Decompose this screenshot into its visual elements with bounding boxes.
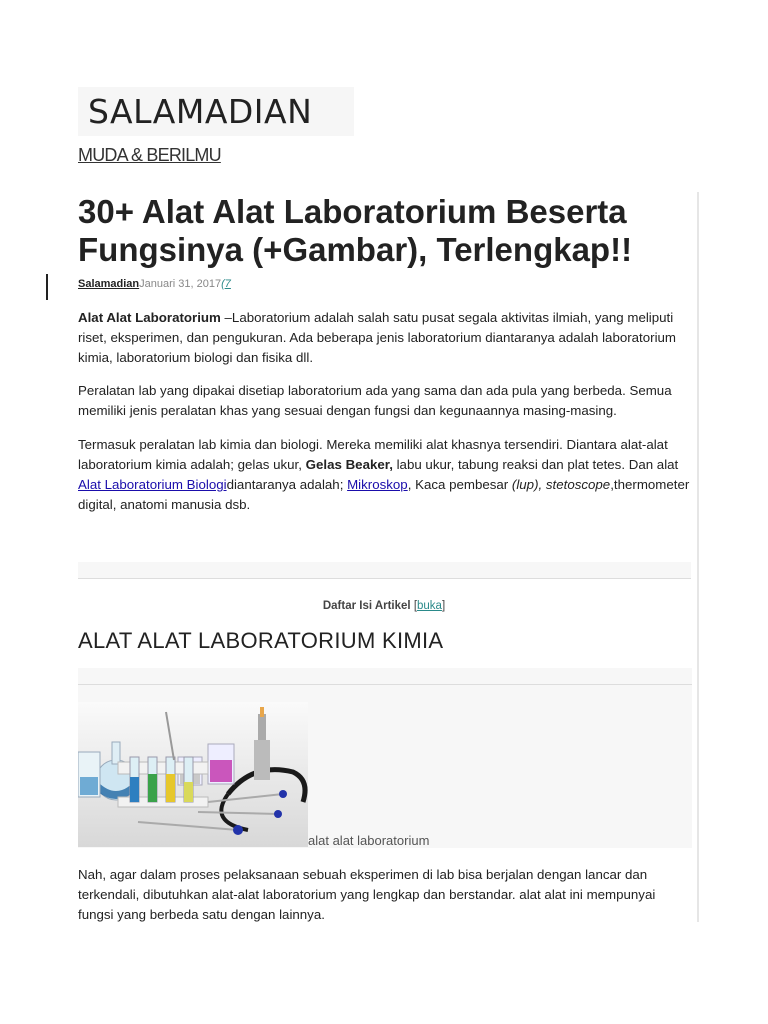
divider (78, 578, 691, 579)
gelas-beaker-bold: Gelas Beaker, (305, 457, 393, 472)
biologi-link[interactable]: Alat Laboratorium Biologi (78, 477, 227, 492)
site-logo[interactable] (78, 87, 354, 136)
intro-bold-term: Alat Alat Laboratorium (78, 310, 221, 325)
p3-italic: (lup), stetoscope (511, 477, 611, 492)
post-date: Januari 31, 2017 (139, 278, 222, 290)
section-heading: ALAT ALAT LABORATORIUM KIMIA (78, 628, 444, 653)
figure-caption: alat alat laboratorium (308, 833, 430, 848)
site-logo-text: SALAMADIAN (88, 92, 313, 131)
article-meta (78, 278, 231, 290)
p3-text-a: Termasuk peralatan lab kimia dan biologi. Mereka memiliki alat khasnya tersendiri. Diantara alat-alat laboratorium kimia adalah; gelas ukur, (78, 437, 668, 472)
article-title: 30+ Alat Alat Laboratorium Beserta Fungsinya (+Gambar), Terlengkap!! (78, 193, 633, 268)
text-cursor (46, 274, 48, 300)
toc-toggle-link[interactable]: buka (417, 600, 442, 612)
paragraph-2: Peralatan lab yang dipakai disetiap laboratorium ada yang sama dan ada pula yang berbeda. Semua memiliki jenis peralatan khas yang sesuai dengan fungsi dan kegunaannya masing-masing. (78, 383, 672, 418)
paragraph-4: Nah, agar dalam proses pelaksanaan sebuah eksperimen di lab bisa berjalan dengan lancar dan terkendali, dibutuhkan alat-alat laboratorium yang lengkap dan berstandar. alat alat ini mempunyai fungsi yang berbeda satu dengan lainnya. (78, 867, 656, 922)
p3-text-d: , Kaca pembesar (407, 477, 512, 492)
p3-text-e: ,thermometer digital, anatomi manusia dsb. (78, 477, 690, 512)
comments-link[interactable]: (7 (221, 278, 231, 290)
toc-title: Daftar Isi Artikel (322, 600, 411, 612)
content-border (697, 192, 699, 922)
paragraph-3 (78, 435, 690, 515)
table-of-contents: Daftar Isi Artikel [buka] (322, 600, 446, 612)
comment-count: 7 (224, 278, 231, 290)
intro-paragraph (78, 308, 690, 368)
site-tagline[interactable]: MUDA & BERILMU (78, 145, 221, 165)
figure-divider (78, 684, 692, 685)
mikroskop-link[interactable]: Mikroskop (347, 477, 408, 492)
author-link[interactable]: Salamadian (78, 278, 140, 290)
ad-band (78, 562, 691, 578)
p3-text-c: diantaranya adalah; (226, 477, 348, 492)
intro-text: –Laboratorium adalah salah satu pusat segala aktivitas ilmiah, yang meliputi riset, eksperimen, dan pengukuran. Ada beberapa jenis laboratorium diantaranya adalah laboratorium kimia, laboratorium biologi dan fisika dll. (78, 310, 676, 365)
p3-text-b: labu ukur, tabung reaksi dan plat tetes. Dan alat (392, 457, 679, 472)
lab-equipment-image (78, 702, 308, 847)
